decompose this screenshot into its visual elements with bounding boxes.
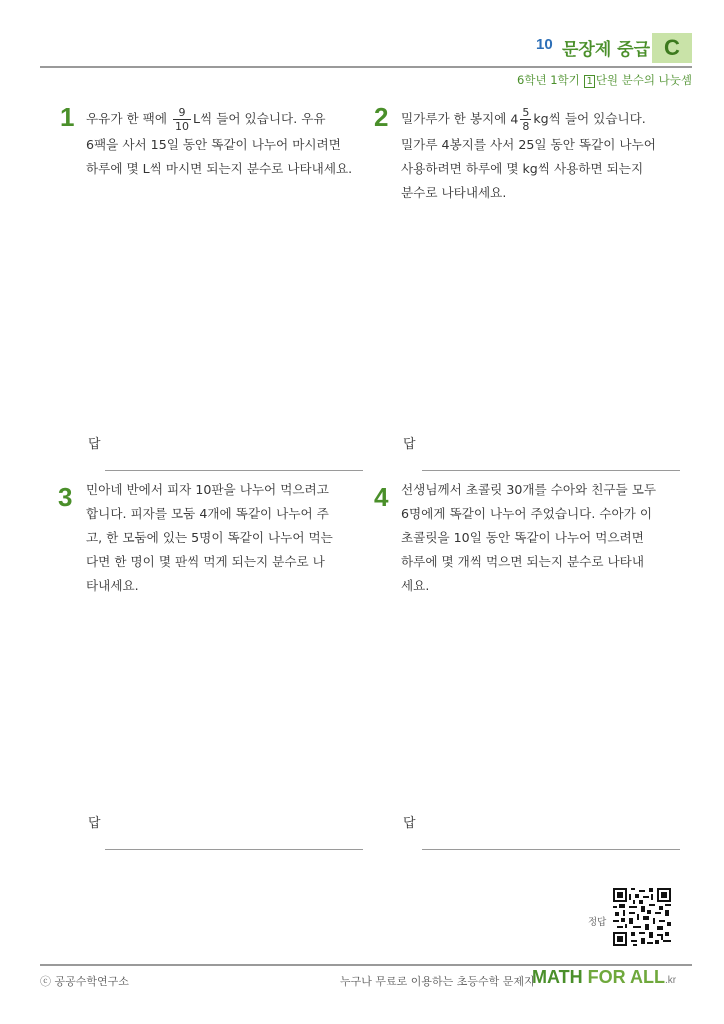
problem-4-line-2: 6명에게 똑같이 나누어 주었습니다. 수아가 이 <box>401 506 653 521</box>
problem-2-line-4: 분수로 나타내세요. <box>401 185 507 200</box>
problem-4-number: 4 <box>374 482 389 512</box>
problem-1-line-1-pre: 우유가 한 팩에 <box>86 111 172 126</box>
problem-4-text <box>401 478 687 598</box>
problem-3-line-1: 민아네 반에서 피자 10판을 나누어 먹으려고 <box>86 482 329 497</box>
brand-math: MATH <box>532 967 583 987</box>
problem-3-number: 3 <box>58 482 73 512</box>
footer-tagline: 누구나 무료로 이용하는 초등수학 문제지 <box>340 975 535 988</box>
problem-3-line-5: 타내세요. <box>86 578 139 593</box>
problem-2-number: 2 <box>374 102 389 132</box>
problem-4-line-4: 하루에 몇 개씩 먹으면 되는지 분수로 나타내 <box>401 554 644 569</box>
problem-3-answer-line[interactable] <box>105 849 363 850</box>
problem-4-answer-line[interactable] <box>422 849 680 850</box>
problem-3-text <box>86 478 362 598</box>
problem-3-line-2: 합니다. 피자를 모둠 4개에 똑같이 나누어 주 <box>86 506 329 521</box>
worksheet-number: 10 <box>536 36 553 53</box>
header-divider <box>40 66 692 68</box>
problem-3-line-3: 고, 한 모둠에 있는 5명이 똑같이 나누어 먹는 <box>86 530 333 545</box>
brand-for-all: FOR ALL <box>582 967 665 987</box>
problem-2-line-2: 밀가루 4봉지를 사서 25일 동안 똑같이 나누어 <box>401 137 656 152</box>
unit-number-box: 1 <box>586 76 593 87</box>
problem-4-line-1: 선생님께서 초콜릿 30개를 수아와 친구들 모두 <box>401 482 657 497</box>
problem-2-answer-label: 답 <box>403 437 416 452</box>
problem-2-answer-line[interactable] <box>422 470 680 471</box>
problem-1-line-3: 하루에 몇 L씩 마시면 되는지 분수로 나타내세요. <box>86 161 353 176</box>
problem-3-line-4: 다면 한 명이 몇 판씩 먹게 되는지 분수로 나 <box>86 554 325 569</box>
problem-2-line-3: 사용하려면 하루에 몇 kg씩 사용하면 되는지 <box>401 161 644 176</box>
qr-answer-label: 정답 <box>588 917 607 928</box>
problem-1-text <box>86 106 362 181</box>
brand-domain: .kr <box>664 975 677 986</box>
problem-3-answer-label: 답 <box>88 816 101 831</box>
problem-4-line-5: 세요. <box>401 578 430 593</box>
unit-subtitle <box>517 72 692 88</box>
footer-divider <box>40 964 692 966</box>
problem-2-text <box>401 106 687 205</box>
unit-text: 단원 분수의 나눗셈 <box>595 73 692 87</box>
problem-1-answer-line[interactable] <box>105 470 363 471</box>
problem-1-number: 1 <box>60 102 75 132</box>
grade-text: 6학년 1학기 <box>517 73 580 87</box>
qr-code-icon[interactable] <box>613 888 671 946</box>
brand-logo[interactable] <box>532 967 676 988</box>
problem-2-line-1-post: kg씩 들어 있습니다. <box>533 111 646 126</box>
problem-1-line-1-post: L씩 들어 있습니다. 우유 <box>193 111 326 126</box>
level-badge: C <box>652 33 692 63</box>
fraction-nine-tenths: $\frac{9}{10}$ <box>175 106 190 133</box>
worksheet-title: 문장제 중급 <box>562 40 651 60</box>
problem-1-answer-label: 답 <box>88 437 101 452</box>
problem-1-line-2: 6팩을 사서 15일 동안 똑같이 나누어 마시려면 <box>86 137 341 152</box>
mixed-number-whole: 4 <box>510 111 519 127</box>
problem-2-line-1-pre: 밀가루가 한 봉지에 <box>401 111 511 126</box>
problem-4-line-3: 초콜릿을 10일 동안 똑같이 나누어 먹으려면 <box>401 530 644 545</box>
fraction-five-eighths: $\frac{5}{8}$ <box>522 106 530 133</box>
copyright-text: ⓒ 공공수학연구소 <box>40 975 129 988</box>
problem-4-answer-label: 답 <box>403 816 416 831</box>
